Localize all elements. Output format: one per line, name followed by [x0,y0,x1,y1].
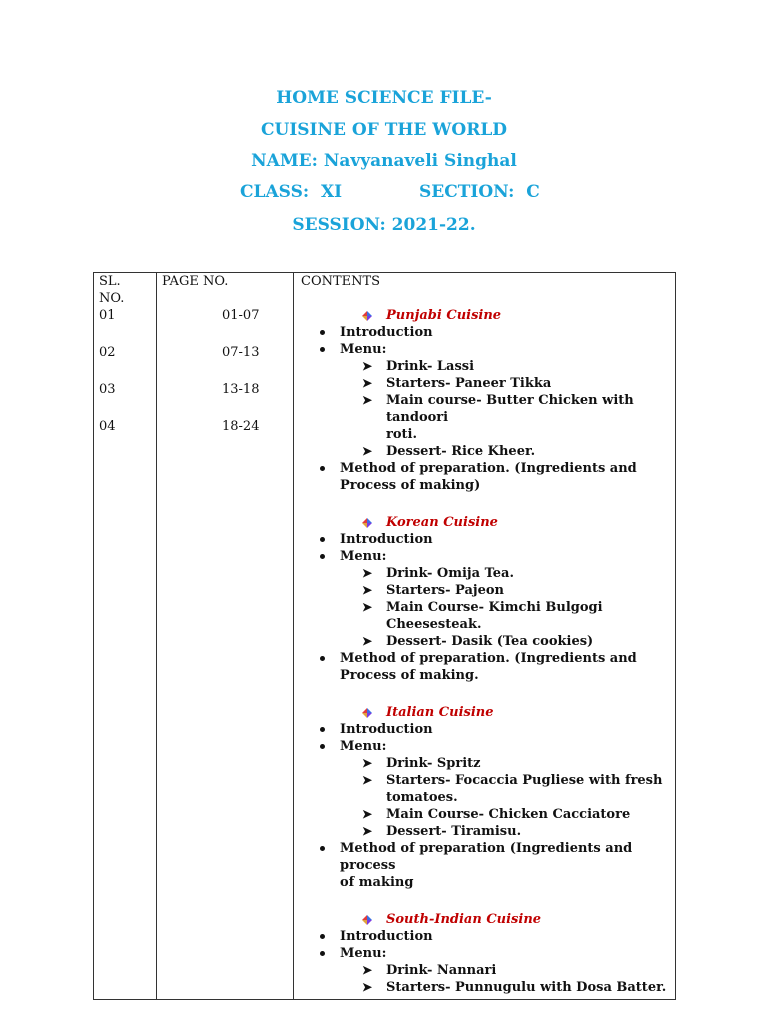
table-body-col-contents [294,273,676,1000]
header-sl: SL. NO. [99,274,125,306]
list-item: Method of preparation. (Ingredients and [294,650,675,667]
bullet-dot-icon [320,330,325,335]
contents-section [294,514,675,704]
list-item: Introduction [294,531,675,548]
four-color-diamond-icon [362,518,372,528]
arrow-bullet-icon: ➤ [362,444,373,458]
cuisine-heading: South-Indian Cuisine [294,911,675,928]
contents-table [93,272,676,1000]
bullet-dot-icon [320,554,325,559]
table-body-col-sl [94,273,157,1000]
bullet-dot-icon [320,846,325,851]
list-item: Introduction [294,721,675,738]
list-item-continuation: of making [340,875,414,890]
list-item-continuation: Process of making. [340,668,479,683]
menu-item: ➤ Drink- Lassi [362,359,475,374]
menu-item: ➤ Starters- Punnugulu with Dosa Batter. [362,980,667,995]
menu-item: ➤ Starters- Pajeon [362,583,504,598]
contents-section [294,911,675,999]
contents-section [294,704,675,911]
list-item: Method of preparation (Ingredients and process [294,840,675,874]
arrow-bullet-icon: ➤ [362,980,373,994]
menu-item: ➤ Drink- Nannari [362,963,497,978]
bullet-dot-icon [320,727,325,732]
table-body-col-page [157,273,294,1000]
bullet-dot-icon [320,934,325,939]
menu-item: ➤ Main Course- Kimchi Bulgogi Cheesesteak. [362,600,603,632]
arrow-bullet-icon: ➤ [362,376,373,390]
menu-item: ➤ Dessert- Dasik (Tea cookies) [362,634,594,649]
header-contents: CONTENTS [301,274,381,289]
menu-item: tomatoes. [386,790,458,805]
contents-section [294,307,675,514]
arrow-bullet-icon: ➤ [362,359,373,373]
arrow-bullet-icon: ➤ [362,824,373,838]
menu-item: ➤ Main course- Butter Chicken with tandoori [362,393,634,425]
arrow-bullet-icon: ➤ [362,807,373,821]
name-line: NAME: Navyanaveli Singhal [251,151,517,171]
bullet-dot-icon [320,466,325,471]
bullet-dot-icon [320,744,325,749]
menu-item: ➤ Drink- Spritz [362,756,481,771]
list-item: Introduction [294,928,675,945]
list-item: Introduction [294,324,675,341]
four-color-diamond-icon [362,915,372,925]
menu-item: ➤ Dessert- Tiramisu. [362,824,522,839]
arrow-bullet-icon: ➤ [362,634,373,648]
list-item: Menu: [294,341,675,358]
list-item: Menu: [294,738,675,755]
cuisine-heading: Italian Cuisine [294,704,675,721]
menu-item: ➤ Starters- Paneer Tikka [362,376,552,391]
row-page: 18-24 [222,419,260,434]
subtitle-line: CUISINE OF THE WORLD [260,120,508,140]
row-page: 07-13 [222,345,260,360]
header-page: PAGE NO. [162,274,229,289]
menu-item: roti. [386,427,417,442]
class-line: CLASS: XI [240,182,343,202]
menu-item: ➤ Main Course- Chicken Cacciatore [362,807,631,822]
menu-item: ➤ Starters- Focaccia Pugliese with fresh [362,773,663,788]
row-page: 01-07 [222,308,260,323]
menu-item: ➤ Drink- Omija Tea. [362,566,514,581]
list-item: Menu: [294,945,675,962]
four-color-diamond-icon [362,708,372,718]
arrow-bullet-icon: ➤ [362,773,373,787]
bullet-dot-icon [320,656,325,661]
arrow-bullet-icon: ➤ [362,583,373,597]
row-sl: 01 [99,308,116,323]
arrow-bullet-icon: ➤ [362,600,373,614]
list-item: Menu: [294,548,675,565]
bullet-dot-icon [320,347,325,352]
bullet-dot-icon [320,951,325,956]
arrow-bullet-icon: ➤ [362,393,373,407]
four-color-diamond-icon [362,311,372,321]
row-sl: 02 [99,345,116,360]
cuisine-heading: Punjabi Cuisine [294,307,675,324]
arrow-bullet-icon: ➤ [362,756,373,770]
list-item: Method of preparation. (Ingredients and [294,460,675,477]
row-sl: 03 [99,382,116,397]
row-page: 13-18 [222,382,260,397]
arrow-bullet-icon: ➤ [362,963,373,977]
menu-item: ➤ Dessert- Rice Kheer. [362,444,536,459]
row-sl: 04 [99,419,116,434]
list-item-continuation: Process of making) [340,478,481,493]
section-line: SECTION: C [419,182,540,202]
cuisine-heading: Korean Cuisine [294,514,675,531]
title-line: HOME SCIENCE FILE- [276,88,492,108]
bullet-dot-icon [320,537,325,542]
session-line: SESSION: 2021-22. [292,215,476,235]
arrow-bullet-icon: ➤ [362,566,373,580]
